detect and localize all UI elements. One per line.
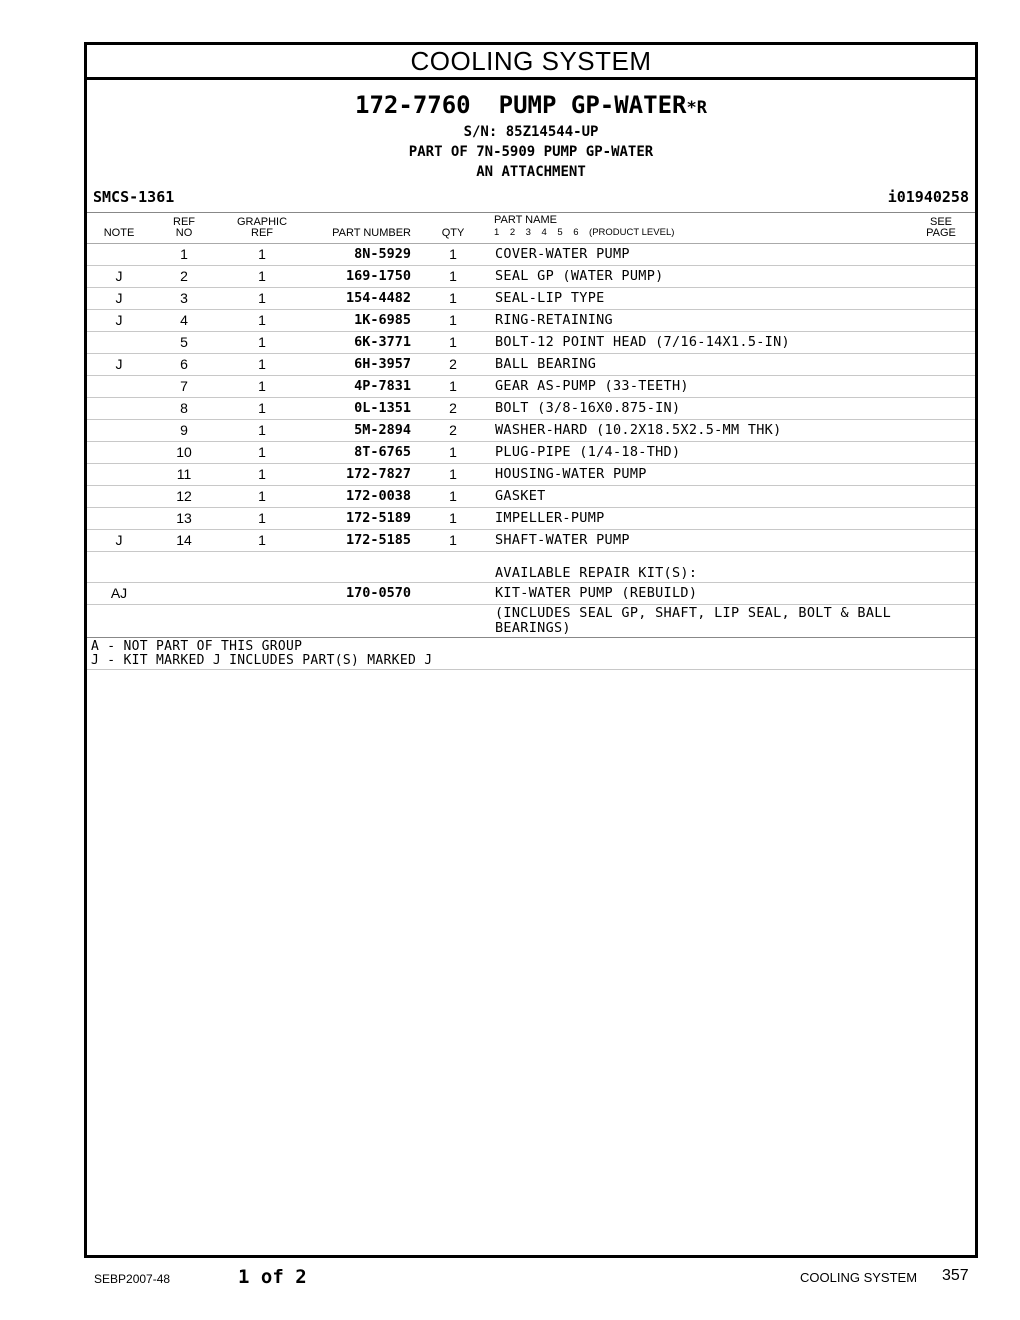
col-ref-line1: REF [173,216,195,228]
qty-cell: 2 [449,400,457,416]
col-ref-line2: NO [175,227,193,239]
graphic-ref-cell: 1 [258,400,266,416]
qty-cell: 1 [449,444,457,460]
table-row [87,376,975,398]
group-title [87,88,975,125]
attachment-line: AN ATTACHMENT [476,164,586,180]
repair-kit-row [87,583,975,605]
legend-line-j: J - KIT MARKED J INCLUDES PART(S) MARKED J [91,653,433,668]
part-name-cell: HOUSING-WATER PUMP [495,466,647,482]
footer-section-name: COOLING SYSTEM [800,1270,918,1285]
ref-no-cell: 11 [176,466,192,482]
column-header [87,212,975,244]
part-number-link[interactable]: 4P-7831 [354,378,411,394]
part-name-cell: BALL BEARING [495,356,597,372]
part-name-cell: GASKET [495,488,546,504]
qty-cell: 1 [449,532,457,548]
col-part-number: PART NUMBER [332,227,411,239]
part-name-cell: BOLT (3/8-16X0.875-IN) [495,400,681,416]
part-name-cell: SEAL-LIP TYPE [495,290,605,306]
graphic-ref-cell: 1 [258,378,266,394]
ref-no-cell: 12 [176,488,192,504]
qty-cell: 1 [449,290,457,306]
ref-no-cell: 5 [180,334,188,350]
table-row [87,354,975,376]
part-number-link[interactable]: 172-5185 [345,532,411,548]
graphic-ref-cell: 1 [258,334,266,350]
note-cell: J [115,356,123,372]
part-name-cell: SHAFT-WATER PUMP [495,532,630,548]
note-cell: J [115,290,123,306]
part-number-link[interactable]: 172-5189 [345,510,411,526]
part-number-link[interactable]: 6H-3957 [354,356,411,372]
part-number-link[interactable]: 5M-2894 [354,422,411,438]
part-number-link[interactable]: 154-4482 [345,290,411,306]
page-footer [0,1262,1020,1292]
group-part-name: PUMP GP-WATER [498,91,687,119]
part-number-link[interactable]: 172-0038 [345,488,411,504]
kit-includes-text: (INCLUDES SEAL GP, SHAFT, LIP SEAL, BOLT & BALL BEARINGS) [495,605,892,636]
part-number-link[interactable]: 6K-3771 [354,334,411,350]
table-row [87,508,975,530]
part-number-link[interactable]: 172-7827 [345,466,411,482]
qty-cell: 1 [449,312,457,328]
graphic-ref-cell: 1 [258,466,266,482]
part-name-cell: IMPELLER-PUMP [495,510,605,526]
page-of-indicator: 1 of 2 [238,1266,307,1288]
repair-kit-heading [87,552,975,583]
col-graphic-line2: REF [251,227,273,239]
note-cell: J [115,312,123,328]
ref-no-cell: 13 [176,510,192,526]
qty-cell: 1 [449,378,457,394]
part-number-link[interactable]: 8T-6765 [354,444,411,460]
ref-no-cell: 8 [180,400,188,416]
graphic-ref-cell: 1 [258,510,266,526]
col-see-line2: PAGE [926,227,956,239]
table-row [87,266,975,288]
col-part-name: PART NAME [494,214,557,226]
ref-no-cell: 6 [180,356,188,372]
illustration-id: i01940258 [887,188,969,206]
parts-page-frame [84,42,978,1258]
document-id: SEBP2007-48 [94,1272,171,1286]
parts-list [87,244,975,552]
ref-no-cell: 4 [180,312,188,328]
legend-line-a: A - NOT PART OF THIS GROUP [91,639,303,654]
graphic-ref-cell: 1 [258,246,266,262]
part-name-cell: RING-RETAINING [495,312,613,328]
group-header [87,80,975,212]
part-name-cell: WASHER-HARD (10.2X18.5X2.5-MM THK) [495,422,782,438]
part-number-link[interactable]: 0L-1351 [354,400,411,416]
qty-cell: 1 [449,334,457,350]
group-part-number: 172-7760 [355,91,471,119]
graphic-ref-cell: 1 [258,444,266,460]
section-title: COOLING SYSTEM [87,45,975,80]
graphic-ref-cell: 1 [258,488,266,504]
table-row [87,398,975,420]
qty-cell: 2 [449,422,457,438]
page-number: 357 [942,1267,969,1284]
part-of-line: PART OF 7N-5909 PUMP GP-WATER [408,144,654,160]
graphic-ref-cell: 1 [258,268,266,284]
table-row [87,464,975,486]
table-row [87,332,975,354]
graphic-ref-cell: 1 [258,290,266,306]
ref-no-cell: 14 [176,532,192,548]
graphic-ref-cell: 1 [258,422,266,438]
part-name-cell: COVER-WATER PUMP [495,246,630,262]
col-product-levels: 1 2 3 4 5 6 (PRODUCT LEVEL) [494,227,675,238]
col-see-line1: SEE [929,216,952,228]
col-graphic-line1: GRAPHIC [236,216,288,228]
kit-part-number-link[interactable]: 170-0570 [345,585,411,601]
note-cell: J [115,268,123,284]
ref-no-cell: 1 [180,246,188,262]
graphic-ref-cell: 1 [258,356,266,372]
table-row [87,442,975,464]
part-number-link[interactable]: 169-1750 [345,268,411,284]
part-name-cell: BOLT-12 POINT HEAD (7/16-14X1.5-IN) [495,334,790,350]
part-name-cell: PLUG-PIPE (1/4-18-THD) [495,444,681,460]
smcs-code: SMCS-1361 [93,188,175,206]
ref-no-cell: 2 [180,268,188,284]
qty-cell: 1 [449,246,457,262]
table-row [87,244,975,266]
repair-kit-heading-text: AVAILABLE REPAIR KIT(S): [495,565,698,581]
notes-legend [87,638,975,670]
kit-note-cell: AJ [110,585,128,601]
qty-cell: 1 [449,466,457,482]
table-row [87,486,975,508]
ref-no-cell: 3 [180,290,188,306]
table-row [87,530,975,552]
graphic-ref-cell: 1 [258,532,266,548]
table-row [87,310,975,332]
part-number-link[interactable]: 8N-5929 [354,246,411,262]
group-flag: *R [686,98,707,118]
serial-number-range: S/N: 85Z14544-UP [463,124,599,140]
graphic-ref-cell: 1 [258,312,266,328]
col-qty: QTY [441,227,465,239]
table-row [87,288,975,310]
table-row [87,420,975,442]
qty-cell: 2 [449,356,457,372]
col-note: NOTE [103,227,135,239]
qty-cell: 1 [449,510,457,526]
qty-cell: 1 [449,268,457,284]
kit-includes [87,605,975,638]
note-cell: J [115,532,123,548]
qty-cell: 1 [449,488,457,504]
part-name-cell: SEAL GP (WATER PUMP) [495,268,664,284]
part-number-link[interactable]: 1K-6985 [354,312,411,328]
ref-no-cell: 7 [180,378,188,394]
kit-name-cell: KIT-WATER PUMP (REBUILD) [495,585,698,601]
part-name-cell: GEAR AS-PUMP (33-TEETH) [495,378,689,394]
ref-no-cell: 9 [180,422,188,438]
ref-no-cell: 10 [176,444,192,460]
